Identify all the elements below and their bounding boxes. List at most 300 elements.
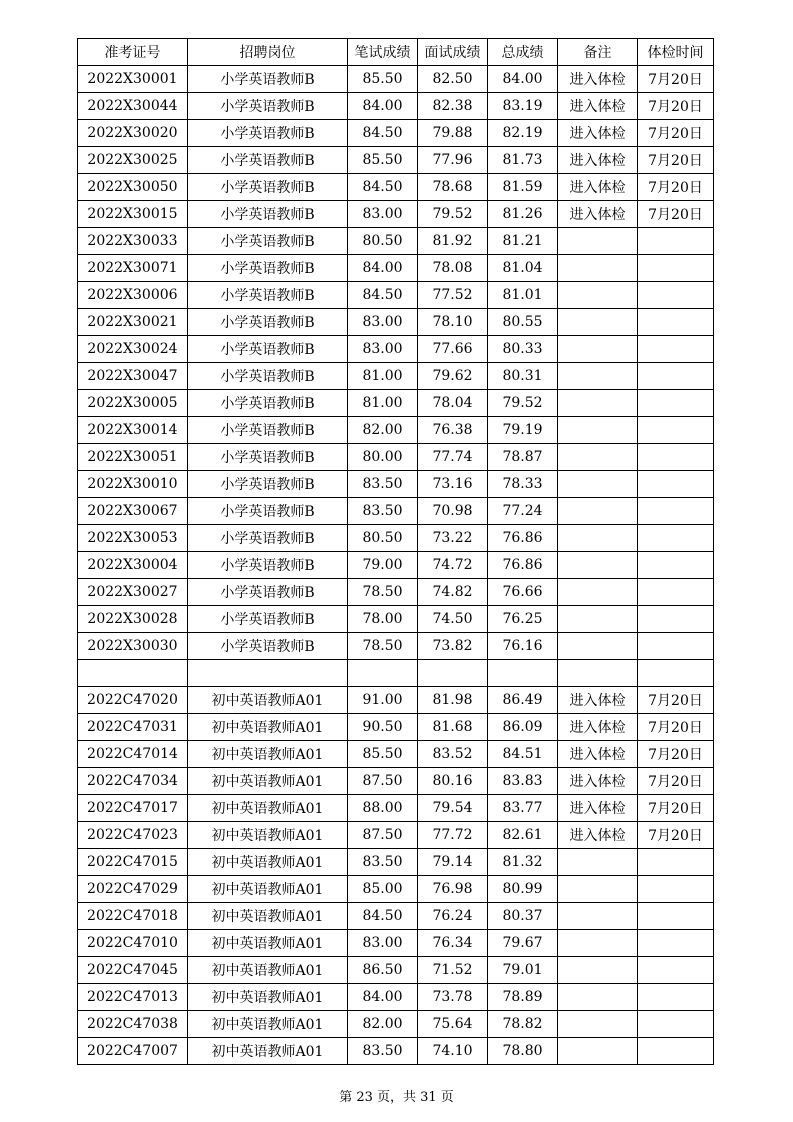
cell-exam-date [638, 282, 714, 309]
cell-written-score: 85.50 [348, 66, 418, 93]
cell-remark: 进入体检 [558, 147, 638, 174]
cell-interview-score: 78.10 [418, 309, 488, 336]
cell-written-score: 83.00 [348, 309, 418, 336]
cell-position: 小学英语教师B [188, 120, 348, 147]
cell-written-score: 87.50 [348, 822, 418, 849]
cell-interview-score: 74.10 [418, 1038, 488, 1065]
cell-position: 初中英语教师A01 [188, 768, 348, 795]
table-row [78, 984, 714, 1011]
cell-interview-score: 77.96 [418, 147, 488, 174]
cell-exam-date [638, 1038, 714, 1065]
cell-remark [558, 336, 638, 363]
cell-remark [558, 444, 638, 471]
cell-exam-id: 2022C47007 [78, 1038, 188, 1065]
cell-remark: 进入体检 [558, 795, 638, 822]
cell-exam-id: 2022X30014 [78, 417, 188, 444]
cell-exam-date [638, 579, 714, 606]
cell-exam-id: 2022X30006 [78, 282, 188, 309]
cell-exam-id: 2022C47038 [78, 1011, 188, 1038]
cell-written-score: 84.00 [348, 93, 418, 120]
cell-position: 小学英语教师B [188, 66, 348, 93]
cell-written-score: 82.00 [348, 1011, 418, 1038]
cell-exam-id: 2022X30047 [78, 363, 188, 390]
cell-exam-id: 2022X30053 [78, 525, 188, 552]
cell-written-score: 83.50 [348, 1038, 418, 1065]
page-number: 第 23 页，共 31 页 [339, 1090, 454, 1105]
cell-interview-score: 77.72 [418, 822, 488, 849]
cell-written-score: 84.00 [348, 984, 418, 1011]
cell-position: 小学英语教师B [188, 606, 348, 633]
cell-total-score [488, 660, 558, 687]
cell-exam-id: 2022X30028 [78, 606, 188, 633]
cell-remark [558, 1011, 638, 1038]
cell-exam-date: 7月20日 [638, 147, 714, 174]
cell-total-score: 80.99 [488, 876, 558, 903]
table-row [78, 795, 714, 822]
cell-total-score: 81.32 [488, 849, 558, 876]
cell-written-score: 84.50 [348, 282, 418, 309]
cell-exam-id: 2022X30001 [78, 66, 188, 93]
cell-exam-id: 2022X30005 [78, 390, 188, 417]
cell-interview-score: 73.78 [418, 984, 488, 1011]
table-row [78, 633, 714, 660]
cell-total-score: 79.67 [488, 930, 558, 957]
table-row [78, 687, 714, 714]
cell-position: 初中英语教师A01 [188, 876, 348, 903]
cell-total-score: 80.33 [488, 336, 558, 363]
cell-position: 小学英语教师B [188, 174, 348, 201]
cell-total-score: 80.55 [488, 309, 558, 336]
cell-exam-date: 7月20日 [638, 93, 714, 120]
cell-interview-score: 76.98 [418, 876, 488, 903]
cell-exam-id: 2022X30071 [78, 255, 188, 282]
cell-interview-score: 70.98 [418, 498, 488, 525]
cell-interview-score: 77.74 [418, 444, 488, 471]
cell-position: 小学英语教师B [188, 363, 348, 390]
table-row [78, 498, 714, 525]
cell-remark: 进入体检 [558, 822, 638, 849]
cell-interview-score: 79.54 [418, 795, 488, 822]
cell-written-score: 83.00 [348, 930, 418, 957]
cell-total-score: 81.04 [488, 255, 558, 282]
table-row [78, 336, 714, 363]
cell-total-score: 86.49 [488, 687, 558, 714]
cell-exam-date [638, 498, 714, 525]
cell-exam-id: 2022C47020 [78, 687, 188, 714]
cell-position: 初中英语教师A01 [188, 795, 348, 822]
cell-interview-score: 74.50 [418, 606, 488, 633]
table-row [78, 930, 714, 957]
cell-written-score: 87.50 [348, 768, 418, 795]
table-row [78, 957, 714, 984]
cell-total-score: 79.52 [488, 390, 558, 417]
cell-exam-date [638, 525, 714, 552]
cell-remark: 进入体检 [558, 687, 638, 714]
header-remark: 备注 [558, 39, 638, 66]
cell-interview-score: 74.72 [418, 552, 488, 579]
cell-total-score: 82.61 [488, 822, 558, 849]
cell-written-score: 82.00 [348, 417, 418, 444]
cell-position: 初中英语教师A01 [188, 822, 348, 849]
table-row [78, 309, 714, 336]
cell-exam-date: 7月20日 [638, 768, 714, 795]
cell-interview-score: 81.98 [418, 687, 488, 714]
cell-exam-date [638, 228, 714, 255]
cell-interview-score: 75.64 [418, 1011, 488, 1038]
cell-position: 小学英语教师B [188, 444, 348, 471]
cell-exam-date [638, 390, 714, 417]
cell-remark: 进入体检 [558, 201, 638, 228]
cell-exam-id: 2022X30067 [78, 498, 188, 525]
cell-exam-date [638, 633, 714, 660]
cell-total-score: 78.82 [488, 1011, 558, 1038]
cell-exam-id: 2022X30004 [78, 552, 188, 579]
cell-interview-score: 83.52 [418, 741, 488, 768]
table-row [78, 903, 714, 930]
cell-exam-date [638, 876, 714, 903]
table-row [78, 1038, 714, 1065]
cell-written-score: 84.50 [348, 174, 418, 201]
cell-written-score: 80.00 [348, 444, 418, 471]
cell-exam-date: 7月20日 [638, 795, 714, 822]
header-interview-score: 面试成绩 [418, 39, 488, 66]
cell-total-score: 84.00 [488, 66, 558, 93]
cell-interview-score: 77.66 [418, 336, 488, 363]
table-row [78, 228, 714, 255]
cell-interview-score: 74.82 [418, 579, 488, 606]
cell-exam-id: 2022C47015 [78, 849, 188, 876]
cell-remark: 进入体检 [558, 120, 638, 147]
cell-total-score: 76.66 [488, 579, 558, 606]
cell-interview-score: 73.82 [418, 633, 488, 660]
cell-remark [558, 525, 638, 552]
cell-position: 小学英语教师B [188, 336, 348, 363]
cell-written-score: 85.00 [348, 876, 418, 903]
table-row [78, 471, 714, 498]
cell-exam-date [638, 849, 714, 876]
cell-interview-score: 79.52 [418, 201, 488, 228]
cell-position: 小学英语教师B [188, 417, 348, 444]
cell-exam-date: 7月20日 [638, 741, 714, 768]
cell-exam-id: 2022C47018 [78, 903, 188, 930]
cell-remark: 进入体检 [558, 714, 638, 741]
cell-exam-date: 7月20日 [638, 714, 714, 741]
table-row [78, 390, 714, 417]
cell-written-score: 84.50 [348, 903, 418, 930]
header-exam-id: 准考证号 [78, 39, 188, 66]
table-row [78, 66, 714, 93]
cell-exam-date [638, 930, 714, 957]
cell-written-score: 86.50 [348, 957, 418, 984]
cell-position: 小学英语教师B [188, 93, 348, 120]
cell-remark [558, 471, 638, 498]
cell-remark [558, 579, 638, 606]
cell-exam-date: 7月20日 [638, 687, 714, 714]
cell-exam-id: 2022C47013 [78, 984, 188, 1011]
cell-remark [558, 633, 638, 660]
cell-remark [558, 552, 638, 579]
cell-remark: 进入体检 [558, 768, 638, 795]
header-row [78, 39, 714, 66]
cell-total-score: 83.19 [488, 93, 558, 120]
cell-position: 小学英语教师B [188, 309, 348, 336]
table-row [78, 201, 714, 228]
cell-position: 小学英语教师B [188, 390, 348, 417]
cell-remark [558, 255, 638, 282]
cell-exam-id: 2022C47031 [78, 714, 188, 741]
table-row [78, 768, 714, 795]
cell-interview-score: 76.34 [418, 930, 488, 957]
table-row [78, 741, 714, 768]
cell-position: 初中英语教师A01 [188, 984, 348, 1011]
header-position: 招聘岗位 [188, 39, 348, 66]
table-row [78, 147, 714, 174]
cell-exam-date [638, 552, 714, 579]
cell-position: 小学英语教师B [188, 147, 348, 174]
cell-remark [558, 957, 638, 984]
table-row [78, 93, 714, 120]
cell-exam-date: 7月20日 [638, 120, 714, 147]
cell-exam-date [638, 984, 714, 1011]
cell-total-score: 81.73 [488, 147, 558, 174]
cell-interview-score: 81.68 [418, 714, 488, 741]
cell-position: 初中英语教师A01 [188, 687, 348, 714]
cell-written-score: 84.00 [348, 255, 418, 282]
cell-total-score: 78.89 [488, 984, 558, 1011]
cell-written-score: 78.50 [348, 579, 418, 606]
cell-exam-id: 2022X30021 [78, 309, 188, 336]
cell-written-score: 83.50 [348, 471, 418, 498]
cell-exam-id: 2022X30015 [78, 201, 188, 228]
cell-interview-score: 71.52 [418, 957, 488, 984]
cell-total-score: 83.77 [488, 795, 558, 822]
cell-total-score: 78.87 [488, 444, 558, 471]
table-row [78, 282, 714, 309]
cell-remark [558, 903, 638, 930]
table-row [78, 255, 714, 282]
cell-position: 小学英语教师B [188, 552, 348, 579]
cell-written-score: 91.00 [348, 687, 418, 714]
cell-written-score: 83.00 [348, 201, 418, 228]
cell-position: 初中英语教师A01 [188, 849, 348, 876]
cell-exam-id: 2022X30033 [78, 228, 188, 255]
cell-total-score: 86.09 [488, 714, 558, 741]
cell-written-score: 85.50 [348, 741, 418, 768]
cell-interview-score: 79.88 [418, 120, 488, 147]
cell-remark [558, 984, 638, 1011]
cell-interview-score: 80.16 [418, 768, 488, 795]
cell-written-score: 78.00 [348, 606, 418, 633]
cell-remark [558, 849, 638, 876]
cell-exam-id [78, 660, 188, 687]
cell-exam-id: 2022X30051 [78, 444, 188, 471]
cell-exam-id: 2022C47045 [78, 957, 188, 984]
header-exam-date: 体检时间 [638, 39, 714, 66]
cell-written-score: 81.00 [348, 390, 418, 417]
cell-exam-id: 2022X30044 [78, 93, 188, 120]
cell-interview-score: 73.22 [418, 525, 488, 552]
cell-total-score: 76.86 [488, 552, 558, 579]
cell-interview-score: 79.14 [418, 849, 488, 876]
cell-exam-date [638, 417, 714, 444]
cell-total-score: 80.37 [488, 903, 558, 930]
table-row [78, 1011, 714, 1038]
cell-remark [558, 606, 638, 633]
cell-total-score: 81.26 [488, 201, 558, 228]
cell-exam-id: 2022X30050 [78, 174, 188, 201]
table-row [78, 876, 714, 903]
table-row [78, 363, 714, 390]
cell-remark [558, 309, 638, 336]
cell-exam-id: 2022C47029 [78, 876, 188, 903]
cell-exam-id: 2022X30030 [78, 633, 188, 660]
table-row [78, 606, 714, 633]
table-row [78, 714, 714, 741]
table-row [78, 174, 714, 201]
cell-total-score: 77.24 [488, 498, 558, 525]
table-row [78, 660, 714, 687]
cell-total-score: 76.16 [488, 633, 558, 660]
cell-exam-id: 2022C47014 [78, 741, 188, 768]
cell-written-score: 88.00 [348, 795, 418, 822]
cell-exam-date [638, 363, 714, 390]
cell-position [188, 660, 348, 687]
cell-position: 小学英语教师B [188, 282, 348, 309]
cell-written-score: 85.50 [348, 147, 418, 174]
table-row [78, 849, 714, 876]
cell-written-score: 83.50 [348, 849, 418, 876]
cell-exam-date: 7月20日 [638, 201, 714, 228]
cell-total-score: 78.33 [488, 471, 558, 498]
cell-remark [558, 930, 638, 957]
table-row [78, 579, 714, 606]
cell-interview-score: 81.92 [418, 228, 488, 255]
score-table [77, 38, 714, 1065]
cell-written-score: 84.50 [348, 120, 418, 147]
cell-interview-score: 73.16 [418, 471, 488, 498]
header-written-score: 笔试成绩 [348, 39, 418, 66]
cell-exam-date [638, 957, 714, 984]
header-total-score: 总成绩 [488, 39, 558, 66]
cell-interview-score: 82.38 [418, 93, 488, 120]
cell-position: 小学英语教师B [188, 471, 348, 498]
cell-total-score: 81.01 [488, 282, 558, 309]
cell-position: 初中英语教师A01 [188, 903, 348, 930]
table-row [78, 525, 714, 552]
cell-exam-date [638, 255, 714, 282]
cell-exam-id: 2022X30024 [78, 336, 188, 363]
cell-exam-date [638, 903, 714, 930]
cell-total-score: 84.51 [488, 741, 558, 768]
cell-total-score: 78.80 [488, 1038, 558, 1065]
cell-position: 小学英语教师B [188, 579, 348, 606]
cell-written-score: 78.50 [348, 633, 418, 660]
cell-position: 初中英语教师A01 [188, 1011, 348, 1038]
cell-exam-date [638, 336, 714, 363]
cell-interview-score: 77.52 [418, 282, 488, 309]
cell-remark [558, 1038, 638, 1065]
cell-exam-id: 2022X30027 [78, 579, 188, 606]
table-row [78, 552, 714, 579]
cell-remark [558, 876, 638, 903]
cell-exam-date: 7月20日 [638, 822, 714, 849]
cell-total-score: 83.83 [488, 768, 558, 795]
cell-exam-id: 2022C47023 [78, 822, 188, 849]
cell-written-score: 83.50 [348, 498, 418, 525]
cell-exam-date: 7月20日 [638, 174, 714, 201]
table-row [78, 444, 714, 471]
cell-total-score: 79.01 [488, 957, 558, 984]
cell-exam-id: 2022C47034 [78, 768, 188, 795]
cell-interview-score: 78.08 [418, 255, 488, 282]
cell-remark [558, 660, 638, 687]
cell-position: 小学英语教师B [188, 228, 348, 255]
cell-position: 小学英语教师B [188, 255, 348, 282]
cell-total-score: 79.19 [488, 417, 558, 444]
cell-exam-date [638, 606, 714, 633]
cell-remark [558, 228, 638, 255]
cell-exam-date [638, 660, 714, 687]
cell-written-score: 80.50 [348, 228, 418, 255]
cell-interview-score: 78.68 [418, 174, 488, 201]
cell-written-score [348, 660, 418, 687]
cell-remark [558, 390, 638, 417]
table-row [78, 120, 714, 147]
cell-exam-id: 2022C47017 [78, 795, 188, 822]
cell-position: 初中英语教师A01 [188, 1038, 348, 1065]
cell-interview-score [418, 660, 488, 687]
cell-total-score: 76.86 [488, 525, 558, 552]
cell-position: 小学英语教师B [188, 201, 348, 228]
cell-interview-score: 76.24 [418, 903, 488, 930]
table-row [78, 417, 714, 444]
cell-position: 小学英语教师B [188, 633, 348, 660]
cell-remark [558, 498, 638, 525]
cell-written-score: 79.00 [348, 552, 418, 579]
cell-exam-id: 2022X30020 [78, 120, 188, 147]
cell-written-score: 90.50 [348, 714, 418, 741]
cell-remark [558, 282, 638, 309]
cell-remark: 进入体检 [558, 66, 638, 93]
cell-written-score: 83.00 [348, 336, 418, 363]
cell-remark [558, 417, 638, 444]
cell-remark: 进入体检 [558, 93, 638, 120]
cell-total-score: 81.59 [488, 174, 558, 201]
cell-position: 初中英语教师A01 [188, 957, 348, 984]
cell-position: 初中英语教师A01 [188, 930, 348, 957]
cell-exam-date [638, 471, 714, 498]
cell-exam-date [638, 1011, 714, 1038]
cell-position: 初中英语教师A01 [188, 741, 348, 768]
cell-interview-score: 82.50 [418, 66, 488, 93]
cell-total-score: 76.25 [488, 606, 558, 633]
cell-exam-id: 2022X30010 [78, 471, 188, 498]
cell-exam-date [638, 444, 714, 471]
table-row [78, 822, 714, 849]
cell-total-score: 81.21 [488, 228, 558, 255]
cell-exam-date: 7月20日 [638, 66, 714, 93]
cell-position: 小学英语教师B [188, 525, 348, 552]
cell-remark [558, 363, 638, 390]
cell-interview-score: 78.04 [418, 390, 488, 417]
cell-remark: 进入体检 [558, 741, 638, 768]
cell-remark: 进入体检 [558, 174, 638, 201]
cell-position: 小学英语教师B [188, 498, 348, 525]
cell-written-score: 80.50 [348, 525, 418, 552]
cell-exam-id: 2022C47010 [78, 930, 188, 957]
cell-interview-score: 76.38 [418, 417, 488, 444]
cell-total-score: 82.19 [488, 120, 558, 147]
